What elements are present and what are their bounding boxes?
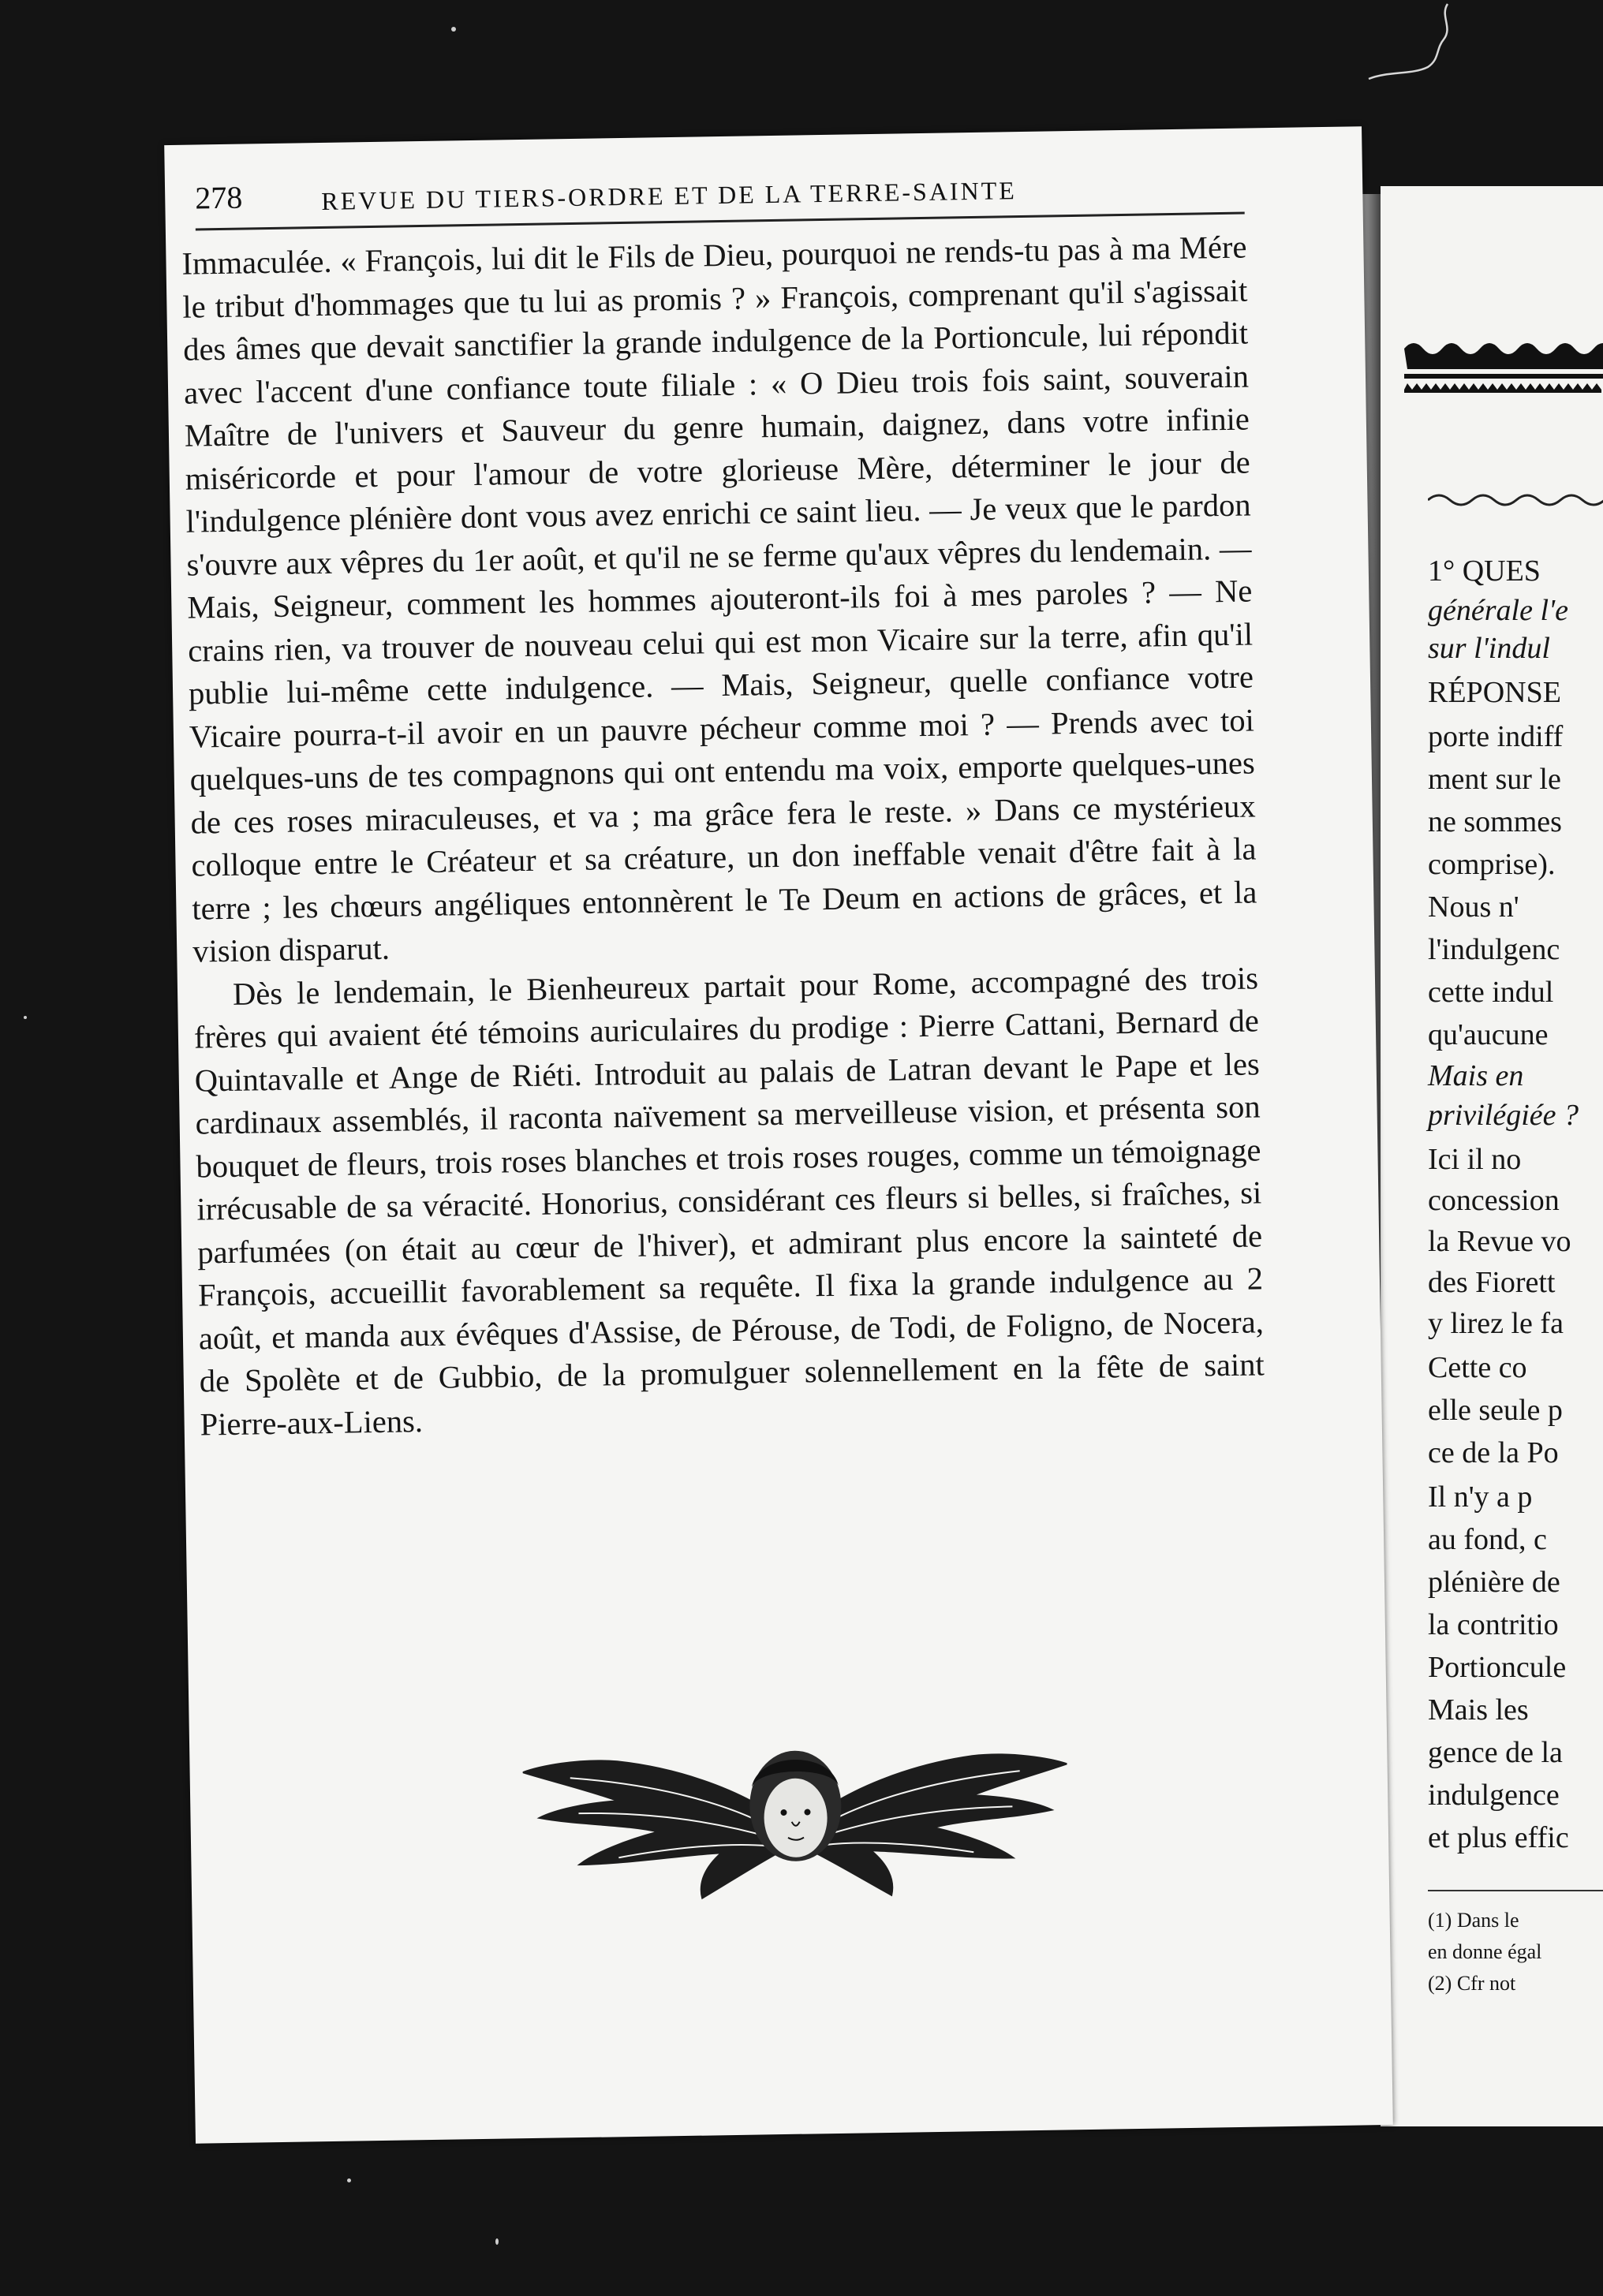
right-line: au fond, c [1428,1523,1547,1556]
right-line: la Revue vo [1428,1225,1571,1258]
right-line: Nous n' [1428,890,1519,924]
right-line: générale l'e [1428,594,1568,627]
right-line: ment sur le [1428,763,1561,796]
running-title: REVUE DU TIERS-ORDRE ET DE LA TERRE-SAINTE [321,176,1018,215]
right-line: des Fiorett [1428,1266,1556,1299]
footnote-line: (2) Cfr not [1428,1972,1516,1995]
right-line: Mais en [1428,1059,1524,1092]
winged-cherub-ornament [522,1707,1070,1921]
footnote-line: en donne égal [1428,1940,1542,1963]
footnote-line: (1) Dans le [1428,1909,1519,1932]
body-text [181,226,1265,1447]
right-line: ce de la Po [1428,1436,1559,1469]
right-line: elle seule p [1428,1394,1563,1427]
page-number: 278 [194,179,243,216]
paragraph: Dès le lendemain, le Bienheureux partait pour Rome, accompagné des trois frères qui avaient été témoins auriculaires du prodige : Pierre Cattani, Bernard de Quintavalle et Ange de Riéti. Introduit au palais de Latran devant le Pape et les cardinaux assemblés, il raconta naïvement sa merveilleuse vision, et présenta son bouquet de fleurs, trois roses blanches et trois roses rouges, comme un témoignage irrécusable de sa véracité. Honorius, considérant ces fleurs si belles, si fraîches, si parfumées (on était au cœur de l'hiver), et admirant plus encore la sainteté de François, accueillit favorablement sa requête. Il fixa la grande indulgence au 2 août, et manda aux évêques d'Assise, de Pérouse, de Todi, de Foligno, de Nocera, de Spolète et de Gubbio, de la promulguer solennellement en la fête de saint Pierre-aux-Liens. [193,959,1265,1443]
right-line: ne sommes [1428,805,1562,838]
right-line: Cette co [1428,1351,1527,1384]
right-line: privilégiée ? [1428,1099,1579,1132]
right-line: Portioncule [1428,1651,1567,1684]
right-line: Mais les [1428,1693,1529,1727]
right-line: qu'aucune [1428,1018,1549,1051]
right-line: Ici il no [1428,1143,1522,1176]
right-line: y lirez le fa [1428,1307,1564,1340]
right-line: gence de la [1428,1736,1563,1769]
paragraph: Immaculée. « François, lui dit le Fils de Dieu, pourquoi ne rends-tu pas à ma Mére le tribut d'hommages que tu lui as promis ? » François, comprenant qu'il s'agissait des âmes que devait sanctifier la grande indulgence de la Portioncule, lui répondit avec l'accent d'une confiance toute filiale : « O Dieu trois fois saint, souverain Maître de l'univers et Sauveur du genre humain, daignez, dans votre infinie miséricorde et pour l'amour de votre glorieuse Mère, déterminer le jour de l'indulgence plénière dont vous avez enrichi ce saint lieu. — Je veux que le pardon s'ouvre aux vêpres du 1er août, et qu'il ne se ferme qu'aux vêpres du lendemain. — Mais, Seigneur, comment les hommes ajouteront-ils foi à mes paroles ? — Ne crains rien, va trouver de nouveau celui qui est mon Vicaire sur la terre, afin qu'il publie lui-même cette indulgence. — Mais, Seigneur, quelle confiance votre Vicaire pourra-t-il avoir en un pauvre pécheur comme moi ? — Prends avec toi quelques-uns de tes compagnons qui ont entendu ma voix, emporte quelques-unes de ces roses miraculeuses, et va ; ma grâce fera le reste. » Dans ce mystérieux colloque entre le Créateur et sa créature, un don ineffable venait d'être fait à la terre ; les chœurs angéliques entonnèrent le Te Deum en actions de grâces, et la vision disparut. [181,229,1257,969]
right-line: indulgence [1428,1779,1560,1812]
right-line: sur l'indul [1428,632,1550,665]
right-line: 1° QUES [1428,554,1541,588]
page-header [195,162,1253,234]
right-line: Il n'y a p [1428,1480,1533,1514]
right-line: l'indulgenc [1428,933,1560,966]
right-line: concession [1428,1184,1560,1217]
right-line: et plus effic [1428,1821,1569,1854]
right-line: porte indiff [1428,720,1564,753]
right-line: plénière de [1428,1566,1560,1599]
right-line: la contritio [1428,1608,1559,1641]
right-line: comprise). [1428,848,1556,881]
right-line: cette indul [1428,976,1554,1009]
right-line: RÉPONSE [1428,676,1561,709]
